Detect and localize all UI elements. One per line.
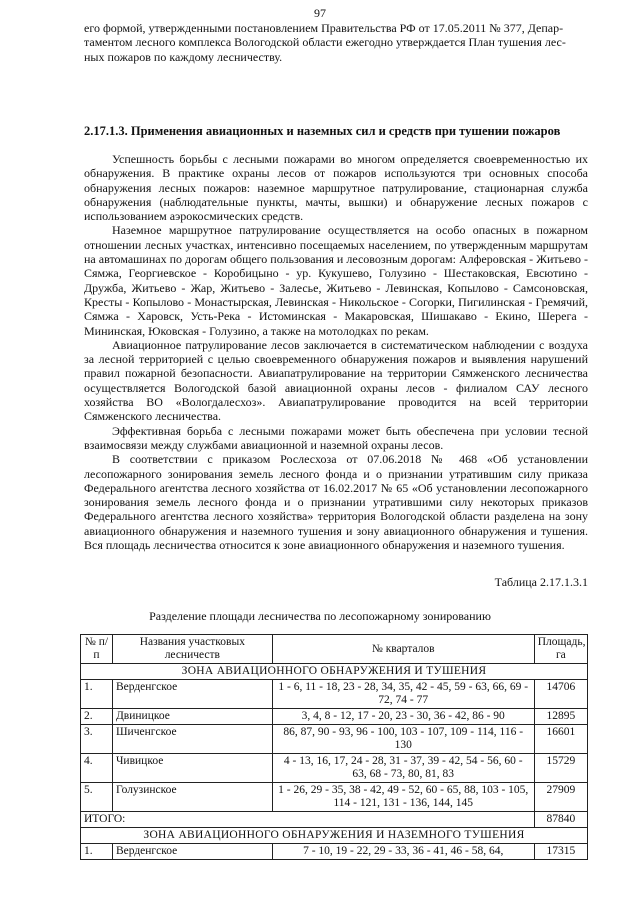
- row-name: Голузинское: [112, 783, 272, 812]
- row-area: 12895: [534, 709, 587, 725]
- row-name: Двиницкое: [112, 709, 272, 725]
- total-row: [81, 812, 588, 828]
- paragraph-ground-patrol: Наземное маршрутное патрулирование осуществляется на особо опасных в пожарном отношении лесных участках, интенсивно посещаемых населением, по утвержденным маршрутам на автомашинах по дорогам общего пользования и лесовозным дорогам: Алферовская - Житьево - Сямжа, Георгиевское - Коробицыно - ур. Кукушево, Голузино - Шестаковская, Евсютино - Дружба, Житьево - Жар, Житьево - Залесье, Житьево - Левинская, Копылово - Самсоновская, Кресты - Копылово - Монастырская, Левинская - Никольское - Согорки, Пигилинская - Гремячий, Сямжа - Харовск, Усть-Река - Истоминская - Макаровская, Шишакаво - Екино, Шерега - Мининская, Юковская - Голузино, а также на мотолодках по рекам.: [84, 223, 588, 338]
- header-quarters: № кварталов: [272, 635, 534, 664]
- row-quarters: 1 - 6, 11 - 18, 23 - 28, 34, 35, 42 - 45, 59 - 63, 66, 69 - 72, 74 - 77: [272, 680, 534, 709]
- intro-line: ных пожаров по каждому лесничеству.: [84, 49, 283, 64]
- intro-line: таментом лесного комплекса Вологодской области ежегодно утверждается План тушения лес-: [84, 35, 566, 50]
- row-area: 27909: [534, 783, 587, 812]
- zoning-table: [80, 634, 588, 860]
- row-name: Шиченгское: [112, 725, 272, 754]
- row-quarters: 3, 4, 8 - 12, 17 - 20, 23 - 30, 36 - 42, 86 - 90: [272, 709, 534, 725]
- total-label: ИТОГО:: [81, 812, 535, 828]
- table-row: [81, 783, 588, 812]
- table-row: [81, 680, 588, 709]
- intro-paragraph: [84, 21, 588, 64]
- intro-line: его формой, утвержденными постановлением Правительства РФ от 17.05.2011 № 377, Депар-: [84, 21, 564, 35]
- table-row: [81, 754, 588, 783]
- row-quarters: 86, 87, 90 - 93, 96 - 100, 103 - 107, 109 - 114, 116 - 130: [272, 725, 534, 754]
- body-text: [84, 152, 588, 552]
- row-name: Чивицкое: [112, 754, 272, 783]
- table-row: [81, 844, 588, 860]
- row-area: 16601: [534, 725, 587, 754]
- row-name: Верденгское: [112, 680, 272, 709]
- row-name: Верденгское: [112, 844, 272, 860]
- zone-title-row: [81, 664, 588, 680]
- paragraph-detection-methods: Успешность борьбы с лесными пожарами во многом определяется своевременностью их обнаружения. В практике охраны лесов от пожаров используются три основных способа обнаружения лесных пожаров: наземное маршрутное патрулирование, стационарная служба обнаружения (наблюдательные пункты, мачты, вышки) и обнаружение лесных пожаров с использованием аэрокосмических средств.: [84, 152, 588, 224]
- header-name: Названия участковых лесничеств: [112, 635, 272, 664]
- row-quarters: 1 - 26, 29 - 35, 38 - 42, 49 - 52, 60 - 65, 88, 103 - 105, 114 - 121, 131 - 136, 144, 145: [272, 783, 534, 812]
- page-number: 97: [314, 6, 326, 20]
- paragraph-cooperation: Эффективная борьба с лесными пожарами может быть обеспечена при условии тесной взаимосвязи между службами авиационной и наземной охраны лесов.: [84, 423, 588, 452]
- table-number: Таблица 2.17.1.3.1: [494, 575, 588, 589]
- zone-title: ЗОНА АВИАЦИОННОГО ОБНАРУЖЕНИЯ И ТУШЕНИЯ: [81, 664, 588, 680]
- header-area: Площадь, га: [534, 635, 587, 664]
- row-num: 2.: [81, 709, 113, 725]
- row-quarters: 7 - 10, 19 - 22, 29 - 33, 36 - 41, 46 - 58, 64,: [272, 844, 534, 860]
- row-num: 3.: [81, 725, 113, 754]
- paragraph-air-patrol: Авиационное патрулирование лесов заключается в систематическом наблюдении с воздуха за лесной территорией с целью своевременного обнаружения пожаров и выявления нарушений правил пожарной безопасности. Авиапатрулирование на территории Сямженского лесничества осуществляется Вологодской базой авиационной охраны лесов - филиалом САУ лесного хозяйства ВО «Вологдалесхоз». Авиапатрулирование проводится на всей территории Сямженского лесничества.: [84, 337, 588, 424]
- row-area: 15729: [534, 754, 587, 783]
- row-num: 1.: [81, 680, 113, 709]
- zone-title-row: [81, 828, 588, 844]
- row-quarters: 4 - 13, 16, 17, 24 - 28, 31 - 37, 39 - 42, 54 - 56, 60 - 63, 68 - 73, 80, 81, 83: [272, 754, 534, 783]
- row-area: 17315: [534, 844, 587, 860]
- table-row: [81, 725, 588, 754]
- table-row: [81, 709, 588, 725]
- paragraph-zoning-order: В соответствии с приказом Рослесхоза от 07.06.2018 № 468 «Об установлении лесопожарного зонирования земель лесного фонда и о признании утратившим силу приказа Федерального агентства лесного хозяйства от 16.02.2017 № 65 «Об установлении лесопожарного зонирования земель лесного фонда и о признании утратившими силу некоторых приказов Федерального агентства лесного хозяйства» территория Вологодской области разделена на зону авиационного обнаружения и наземного тушения и зону авиационного обнаружения и тушения. Вся площадь лесничества относится к зоне авиационного обнаружения и наземного тушения.: [84, 452, 588, 553]
- section-heading: 2.17.1.3. Применения авиационных и наземных сил и средств при тушении пожаров: [84, 124, 561, 138]
- total-area: 87840: [534, 812, 587, 828]
- row-num: 4.: [81, 754, 113, 783]
- row-area: 14706: [534, 680, 587, 709]
- table-caption: Разделение площади лесничества по лесопожарному зонированию: [149, 609, 491, 623]
- table-header-row: [81, 635, 588, 664]
- header-num: № п/п: [81, 635, 113, 664]
- zone-title: ЗОНА АВИАЦИОННОГО ОБНАРУЖЕНИЯ И НАЗЕМНОГО ТУШЕНИЯ: [81, 828, 588, 844]
- row-num: 1.: [81, 844, 113, 860]
- row-num: 5.: [81, 783, 113, 812]
